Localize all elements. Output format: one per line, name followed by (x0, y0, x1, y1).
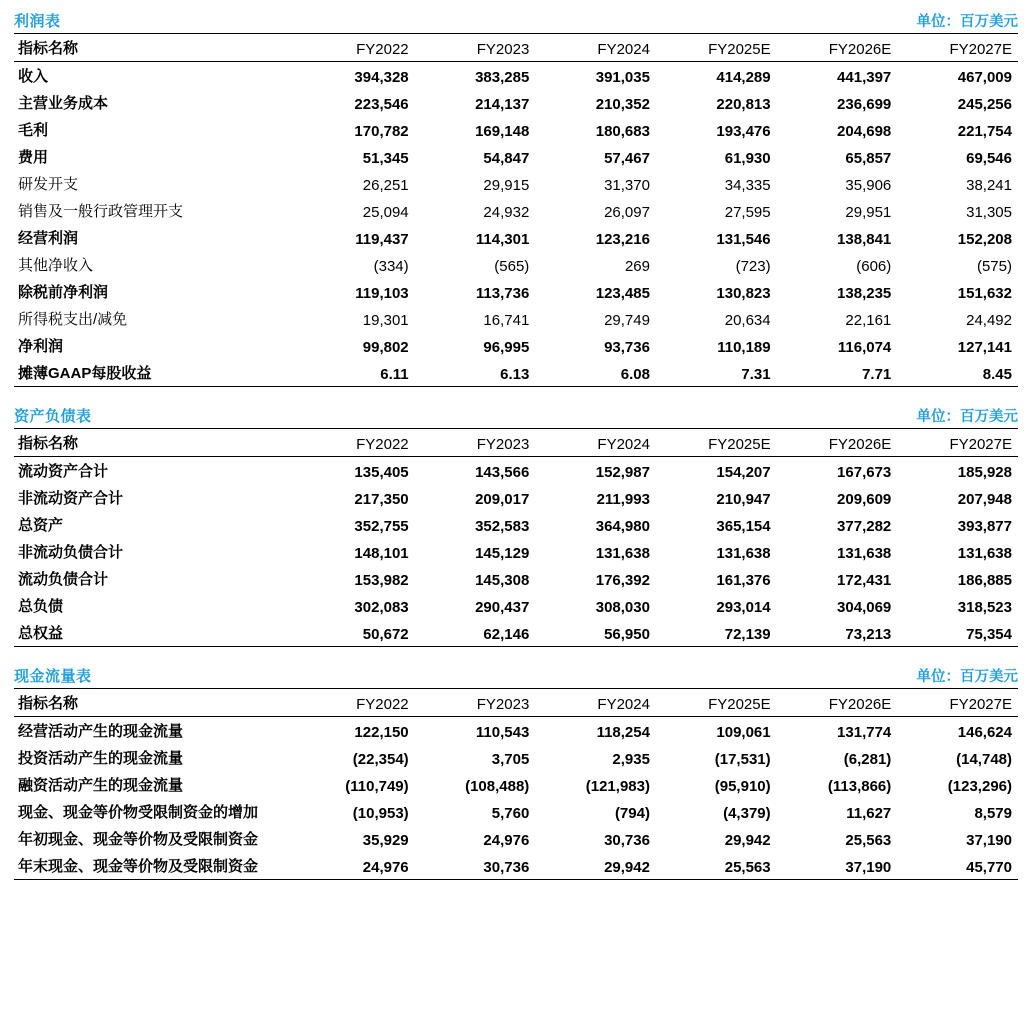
column-header-fy2022: FY2022 (294, 689, 415, 717)
row-label: 经营利润 (18, 230, 79, 247)
row-label: 年末现金、现金等价物及受限制资金 (14, 852, 294, 880)
cell-fy2027e: 8,579 (974, 805, 1012, 822)
cell-fy2024: 180,683 (595, 123, 650, 140)
cell-fy2024: 57,467 (604, 150, 650, 167)
row-label: 流动资产合计 (18, 463, 109, 480)
cell-fy2022: 119,437 (355, 231, 409, 248)
cell-fy2023: 209,017 (475, 491, 530, 508)
cell-fy2026e: (606) (856, 258, 892, 275)
cash-flow-table (14, 689, 1018, 880)
cell-fy2025e: 414,289 (716, 69, 771, 86)
cell-fy2027e: (575) (976, 258, 1012, 275)
cell-fy2025e: 29,942 (724, 832, 771, 849)
cell-fy2027e: (123,296) (947, 778, 1012, 795)
cell-fy2025e: 25,563 (656, 852, 777, 880)
cell-fy2023: 5,760 (491, 805, 530, 822)
cell-fy2027e: (14,748) (956, 751, 1012, 768)
cell-fy2022: 122,150 (354, 724, 409, 741)
cell-fy2023: 114,301 (475, 231, 530, 248)
table-row (14, 771, 1018, 798)
cell-fy2023: 62,146 (415, 619, 536, 647)
table-row (14, 744, 1018, 771)
cell-fy2024: 26,097 (604, 204, 650, 221)
row-label: 现金、现金等价物受限制资金的增加 (18, 804, 259, 821)
cell-fy2022: (22,354) (352, 751, 409, 768)
cell-fy2025e: 130,823 (716, 285, 771, 302)
cell-fy2026e: 138,841 (837, 231, 892, 248)
table-row (14, 197, 1018, 224)
cell-fy2027e: 221,754 (957, 123, 1012, 140)
row-label: 融资活动产生的现金流量 (18, 777, 184, 794)
table-row (14, 116, 1018, 143)
cell-fy2024: 31,370 (604, 177, 650, 194)
cell-fy2026e: 138,235 (837, 285, 892, 302)
cell-fy2027e: 318,523 (957, 599, 1012, 616)
cell-fy2027e: 75,354 (897, 619, 1018, 647)
cell-fy2025e: 293,014 (716, 599, 771, 616)
cell-fy2025e: 161,376 (716, 572, 771, 589)
table-row (14, 538, 1018, 565)
cell-fy2024: 176,392 (595, 572, 650, 589)
cell-fy2022: 26,251 (362, 177, 409, 194)
cell-fy2027e: 146,624 (957, 724, 1012, 741)
section-title: 利润表 (14, 13, 61, 30)
column-header-fy2026e: FY2026E (777, 34, 898, 62)
column-header-fy2022: FY2022 (294, 34, 415, 62)
column-header-fy2027e: FY2027E (897, 689, 1018, 717)
cell-fy2026e: 131,638 (837, 545, 892, 562)
cell-fy2027e: 131,638 (957, 545, 1012, 562)
cell-fy2027e: 37,190 (966, 832, 1012, 849)
table-row (14, 224, 1018, 251)
cell-fy2024: 131,638 (595, 545, 650, 562)
cell-fy2025e: 20,634 (724, 312, 771, 329)
row-label: 非流动负债合计 (18, 544, 124, 561)
cell-fy2026e: 37,190 (777, 852, 898, 880)
cell-fy2024: 2,935 (612, 751, 650, 768)
cell-fy2027e: 152,208 (957, 231, 1012, 248)
column-header-fy2023: FY2023 (415, 689, 536, 717)
row-label: 毛利 (18, 122, 49, 139)
cell-fy2025e: 154,207 (716, 464, 771, 481)
row-label: 总资产 (18, 517, 64, 534)
cell-fy2022: (110,749) (345, 778, 409, 795)
cell-fy2026e: 204,698 (837, 123, 892, 140)
table-row (14, 619, 1018, 647)
cell-fy2025e: 131,546 (716, 231, 771, 248)
cell-fy2027e: 45,770 (897, 852, 1018, 880)
cell-fy2025e: 34,335 (724, 177, 771, 194)
cell-fy2026e: 116,074 (837, 339, 892, 356)
income-statement-table (14, 34, 1018, 387)
section-header (14, 405, 1018, 429)
cell-fy2025e: 7.31 (656, 359, 777, 387)
row-label: 净利润 (18, 338, 64, 355)
cell-fy2024: 123,485 (595, 285, 650, 302)
cell-fy2026e: 65,857 (845, 150, 892, 167)
cell-fy2027e: 393,877 (957, 518, 1012, 535)
balance-sheet-table (14, 429, 1018, 647)
cell-fy2023: 30,736 (415, 852, 536, 880)
table-row (14, 143, 1018, 170)
cell-fy2025e: 131,638 (716, 545, 771, 562)
cell-fy2022: (10,953) (352, 805, 409, 822)
cell-fy2027e: 24,492 (966, 312, 1012, 329)
cell-fy2025e: 220,813 (716, 96, 771, 113)
column-header-fy2025e: FY2025E (656, 689, 777, 717)
column-header-label: 指标名称 (14, 34, 294, 62)
cell-fy2025e: 72,139 (656, 619, 777, 647)
table-row (14, 170, 1018, 197)
cell-fy2025e: (95,910) (714, 778, 771, 795)
cell-fy2024: 210,352 (595, 96, 650, 113)
cell-fy2022: 51,345 (362, 150, 409, 167)
section-title: 资产负债表 (14, 408, 92, 425)
section-header (14, 10, 1018, 34)
cell-fy2023: 96,995 (483, 339, 530, 356)
cell-fy2023: 113,736 (475, 285, 530, 302)
cell-fy2026e: 441,397 (837, 69, 892, 86)
cell-fy2027e: 38,241 (966, 177, 1012, 194)
table-header-row (14, 429, 1018, 457)
cell-fy2026e: 22,161 (845, 312, 892, 329)
cell-fy2024: 152,987 (595, 464, 650, 481)
row-label: 非流动资产合计 (18, 490, 124, 507)
row-label: 费用 (18, 149, 49, 166)
cell-fy2026e: 73,213 (777, 619, 898, 647)
row-label: 经营活动产生的现金流量 (18, 723, 184, 740)
table-row (14, 359, 1018, 387)
cell-fy2022: (334) (373, 258, 409, 275)
row-label: 所得税支出/减免 (18, 311, 128, 328)
cell-fy2022: 35,929 (362, 832, 409, 849)
cell-fy2026e: 167,673 (837, 464, 892, 481)
cell-fy2026e: (113,866) (827, 778, 892, 795)
column-header-label: 指标名称 (14, 429, 294, 457)
column-header-fy2025e: FY2025E (656, 34, 777, 62)
column-header-fy2026e: FY2026E (777, 429, 898, 457)
cell-fy2027e: 185,928 (957, 464, 1012, 481)
row-label: 总负债 (18, 598, 64, 615)
section-balance-sheet (14, 405, 1018, 647)
cell-fy2024: 308,030 (595, 599, 650, 616)
cell-fy2027e: 245,256 (957, 96, 1012, 113)
cell-fy2024: 118,254 (596, 724, 650, 741)
row-label: 除税前净利润 (18, 284, 109, 301)
cell-fy2025e: 210,947 (716, 491, 771, 508)
table-row (14, 484, 1018, 511)
column-header-fy2024: FY2024 (535, 689, 656, 717)
row-label: 年初现金、现金等价物及受限制资金 (18, 831, 259, 848)
table-row (14, 62, 1018, 90)
column-header-fy2023: FY2023 (415, 429, 536, 457)
cell-fy2026e: 304,069 (837, 599, 892, 616)
table-row (14, 332, 1018, 359)
cell-fy2025e: 110,189 (717, 339, 771, 356)
cell-fy2025e: 109,061 (716, 724, 771, 741)
cell-fy2025e: 193,476 (716, 123, 771, 140)
column-header-fy2024: FY2024 (535, 429, 656, 457)
cell-fy2022: 50,672 (294, 619, 415, 647)
cell-fy2025e: 61,930 (724, 150, 771, 167)
column-header-fy2027e: FY2027E (897, 429, 1018, 457)
row-label: 其他净收入 (18, 257, 94, 274)
section-cash-flow-statement (14, 665, 1018, 880)
cell-fy2027e: 8.45 (897, 359, 1018, 387)
cell-fy2023: 169,148 (475, 123, 530, 140)
column-header-fy2027e: FY2027E (897, 34, 1018, 62)
cell-fy2026e: (6,281) (843, 751, 892, 768)
cell-fy2025e: (4,379) (723, 805, 771, 822)
table-row (14, 89, 1018, 116)
table-row (14, 511, 1018, 538)
section-title: 现金流量表 (14, 668, 92, 685)
table-row (14, 592, 1018, 619)
cell-fy2023: (565) (494, 258, 530, 275)
cell-fy2022: 6.11 (294, 359, 415, 387)
section-unit: 单位：百万美元 (916, 409, 1018, 425)
cell-fy2023: 143,566 (475, 464, 530, 481)
table-header-row (14, 689, 1018, 717)
column-header-fy2024: FY2024 (535, 34, 656, 62)
cell-fy2023: 16,741 (483, 312, 530, 329)
cell-fy2023: 3,705 (491, 751, 530, 768)
table-row (14, 852, 1018, 880)
cell-fy2024: 269 (624, 258, 650, 275)
cell-fy2026e: 377,282 (837, 518, 892, 535)
cell-fy2024: 6.08 (535, 359, 656, 387)
table-row (14, 717, 1018, 745)
cell-fy2024: 93,736 (604, 339, 650, 356)
cell-fy2023: 24,976 (483, 832, 530, 849)
cell-fy2022: 24,976 (294, 852, 415, 880)
row-label: 摊薄GAAP每股收益 (14, 359, 294, 387)
cell-fy2023: 383,285 (475, 69, 530, 86)
cell-fy2022: 119,103 (355, 285, 409, 302)
cell-fy2023: 6.13 (415, 359, 536, 387)
column-header-fy2023: FY2023 (415, 34, 536, 62)
cell-fy2025e: 365,154 (716, 518, 771, 535)
cell-fy2024: (794) (614, 805, 650, 822)
cell-fy2026e: 29,951 (845, 204, 892, 221)
cell-fy2027e: 207,948 (957, 491, 1012, 508)
cell-fy2024: 29,942 (535, 852, 656, 880)
cell-fy2024: 56,950 (535, 619, 656, 647)
table-row (14, 798, 1018, 825)
cell-fy2023: 29,915 (483, 177, 530, 194)
cell-fy2022: 394,328 (354, 69, 409, 86)
cell-fy2027e: 186,885 (957, 572, 1012, 589)
cell-fy2023: 145,308 (475, 572, 530, 589)
table-row (14, 457, 1018, 485)
cell-fy2024: (121,983) (585, 778, 650, 795)
cell-fy2026e: 7.71 (777, 359, 898, 387)
cell-fy2026e: 236,699 (837, 96, 892, 113)
row-label: 收入 (18, 68, 49, 85)
cell-fy2022: 302,083 (354, 599, 409, 616)
cell-fy2024: 29,749 (604, 312, 650, 329)
cell-fy2023: 54,847 (483, 150, 530, 167)
cell-fy2024: 123,216 (595, 231, 650, 248)
cell-fy2026e: 11,627 (846, 805, 892, 822)
row-label: 总权益 (14, 619, 294, 647)
cell-fy2027e: 467,009 (957, 69, 1012, 86)
row-label: 研发开支 (18, 176, 79, 193)
table-row (14, 278, 1018, 305)
cell-fy2022: 153,982 (354, 572, 409, 589)
cell-fy2025e: 27,595 (724, 204, 771, 221)
table-row (14, 565, 1018, 592)
cell-fy2022: 170,782 (354, 123, 409, 140)
column-header-fy2022: FY2022 (294, 429, 415, 457)
cell-fy2027e: 69,546 (966, 150, 1012, 167)
section-header (14, 665, 1018, 689)
cell-fy2024: 211,993 (596, 491, 650, 508)
cell-fy2026e: 25,563 (845, 832, 892, 849)
cell-fy2023: (108,488) (465, 778, 530, 795)
cell-fy2027e: 151,632 (957, 285, 1012, 302)
cell-fy2027e: 127,141 (957, 339, 1012, 356)
cell-fy2022: 19,301 (362, 312, 409, 329)
cell-fy2023: 290,437 (475, 599, 530, 616)
row-label: 主营业务成本 (18, 95, 109, 112)
cell-fy2023: 352,583 (475, 518, 530, 535)
cell-fy2022: 99,802 (362, 339, 409, 356)
cell-fy2022: 25,094 (362, 204, 409, 221)
cell-fy2022: 148,101 (354, 545, 409, 562)
cell-fy2026e: 131,774 (837, 724, 892, 741)
cell-fy2024: 391,035 (595, 69, 650, 86)
cell-fy2025e: (17,531) (714, 751, 771, 768)
cell-fy2026e: 35,906 (845, 177, 892, 194)
cell-fy2025e: (723) (735, 258, 771, 275)
table-header-row (14, 34, 1018, 62)
cell-fy2026e: 209,609 (837, 491, 892, 508)
cell-fy2022: 135,405 (354, 464, 409, 481)
column-header-fy2026e: FY2026E (777, 689, 898, 717)
cell-fy2024: 364,980 (595, 518, 650, 535)
cell-fy2027e: 31,305 (966, 204, 1012, 221)
table-row (14, 825, 1018, 852)
section-unit: 单位：百万美元 (916, 14, 1018, 30)
cell-fy2022: 352,755 (354, 518, 409, 535)
section-unit: 单位：百万美元 (916, 669, 1018, 685)
column-header-label: 指标名称 (14, 689, 294, 717)
cell-fy2026e: 172,431 (837, 572, 892, 589)
row-label: 投资活动产生的现金流量 (18, 750, 184, 767)
cell-fy2023: 24,932 (483, 204, 530, 221)
section-income-statement (14, 10, 1018, 387)
cell-fy2024: 30,736 (604, 832, 650, 849)
cell-fy2023: 145,129 (475, 545, 530, 562)
row-label: 销售及一般行政管理开支 (18, 203, 184, 220)
cell-fy2023: 110,543 (475, 724, 530, 741)
cell-fy2022: 223,546 (354, 96, 409, 113)
cell-fy2022: 217,350 (354, 491, 409, 508)
table-row (14, 305, 1018, 332)
cell-fy2023: 214,137 (475, 96, 530, 113)
row-label: 流动负债合计 (18, 571, 109, 588)
column-header-fy2025e: FY2025E (656, 429, 777, 457)
table-row (14, 251, 1018, 278)
